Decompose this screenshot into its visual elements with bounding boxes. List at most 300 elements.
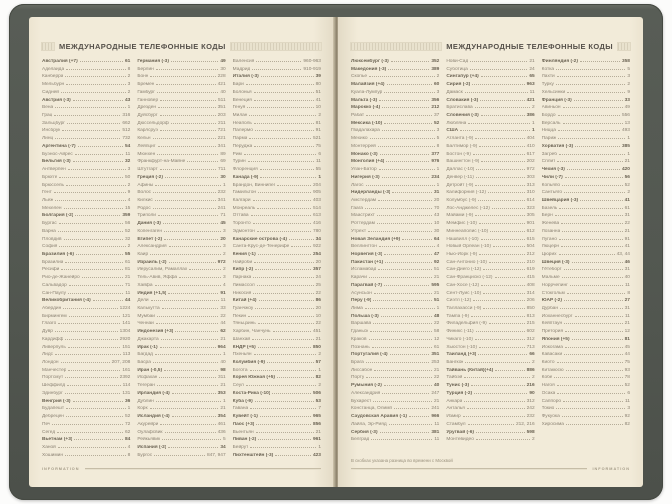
place-label: Финляндия (-2) (541, 59, 578, 64)
place-label: Марокко (-4) (351, 105, 381, 111)
code-row (42, 267, 130, 275)
dotted-leader (483, 269, 525, 270)
left-page-footer (42, 465, 321, 473)
code-row (42, 399, 130, 407)
phone-code: 813 (526, 313, 535, 319)
code-row (351, 298, 439, 306)
dotted-leader (162, 308, 219, 309)
code-row (42, 67, 130, 75)
dotted-leader (481, 285, 525, 286)
dotted-leader (465, 362, 530, 363)
place-label: Нашвилл (-10) (446, 236, 479, 242)
code-row (351, 291, 439, 299)
place-label: Нидерланды (-3) (351, 190, 391, 196)
phone-code: 11 (434, 421, 440, 427)
place-label: Александрия (351, 390, 381, 396)
phone-code: 21 (433, 367, 440, 373)
phone-code: 57 (315, 360, 321, 366)
place-label: Бангкок (446, 360, 464, 366)
dotted-leader (168, 293, 218, 294)
place-label: Швейцария (-3) (541, 197, 579, 203)
code-row (351, 198, 439, 206)
code-row (351, 159, 439, 167)
dotted-leader (384, 285, 429, 286)
place-label: Болгария (-2) (42, 213, 74, 219)
dotted-leader (379, 246, 435, 247)
dotted-leader (575, 316, 624, 317)
place-label: Гвадалахара (351, 128, 380, 134)
codes-column (542, 59, 630, 453)
dotted-leader (380, 432, 430, 433)
dotted-leader (58, 447, 126, 448)
phone-code: 4 (222, 282, 226, 288)
dotted-leader (65, 377, 117, 378)
code-row (446, 144, 534, 152)
phone-code: 71 (220, 213, 226, 219)
phone-code: 960-963 (303, 59, 321, 64)
dotted-leader (171, 61, 218, 62)
place-label: Бонн (137, 74, 149, 80)
dotted-leader (561, 223, 622, 224)
dotted-leader (171, 123, 216, 124)
dotted-leader (382, 130, 435, 131)
dotted-leader (366, 185, 435, 186)
phone-code: 3 (222, 228, 226, 234)
place-label: Осака (541, 390, 556, 396)
dotted-leader (157, 154, 218, 155)
dotted-leader (150, 408, 219, 409)
code-row (42, 306, 130, 314)
place-label: Рабат (351, 113, 365, 119)
code-row (351, 167, 439, 175)
code-row (137, 152, 225, 160)
dotted-leader (73, 161, 123, 162)
dotted-leader (475, 339, 525, 340)
place-label: Триполи (137, 213, 156, 219)
code-row (351, 252, 439, 260)
code-row (42, 59, 130, 67)
phone-code: 22 (624, 221, 630, 227)
place-label: Любляна (446, 120, 467, 126)
code-row (446, 175, 534, 183)
phone-code: 358 (621, 59, 630, 64)
code-row (446, 113, 534, 121)
dotted-leader (558, 138, 625, 139)
code-row (233, 345, 321, 353)
phone-code: 4 (436, 244, 440, 250)
phone-code: 2920 (119, 336, 131, 342)
dotted-leader (476, 177, 525, 178)
phone-code: 204 (312, 182, 321, 188)
phone-code: 451 (312, 329, 321, 335)
phone-code: 58 (433, 329, 440, 335)
dotted-leader (475, 107, 530, 108)
place-label: Суботица (446, 66, 468, 72)
code-row (137, 306, 225, 314)
code-row (233, 105, 321, 113)
phone-code: 354 (217, 414, 226, 420)
code-row (351, 329, 439, 337)
dotted-leader (160, 169, 216, 170)
place-label: Мехелен (42, 205, 62, 211)
code-row (446, 430, 534, 438)
code-row (542, 67, 630, 75)
code-row (351, 275, 439, 283)
phone-code: 595 (431, 282, 440, 288)
code-row (137, 190, 225, 198)
place-label: Дрезден (137, 105, 157, 111)
phone-code: 34 (315, 236, 321, 242)
phone-code: 11 (434, 437, 440, 443)
code-row (351, 136, 439, 144)
code-row (42, 105, 130, 113)
dotted-leader (153, 362, 218, 363)
place-label: Куала-Лумпур (351, 89, 383, 95)
phone-code: 415 (526, 275, 535, 281)
place-label: Льеж (42, 197, 54, 203)
dotted-leader (255, 401, 314, 402)
code-row (137, 391, 225, 399)
place-label: Филадельфия (-9) (446, 321, 487, 327)
code-row (542, 283, 630, 291)
dotted-leader (471, 316, 525, 317)
code-row (446, 67, 534, 75)
code-row (351, 337, 439, 345)
code-row (542, 314, 630, 322)
dotted-leader (66, 84, 125, 85)
dotted-leader (370, 331, 432, 332)
code-row (233, 445, 321, 453)
phone-code: 614 (526, 197, 535, 203)
place-label: Йокогама (541, 344, 563, 350)
dotted-leader (554, 377, 622, 378)
dotted-leader (570, 285, 623, 286)
place-label: Рио-де-Жанейро (42, 275, 80, 281)
phone-code: 78 (624, 375, 630, 381)
dotted-leader (391, 61, 430, 62)
phone-code: 1 (127, 406, 131, 412)
dotted-leader (252, 69, 301, 70)
place-label: Норвегия (-3) (351, 251, 383, 257)
dotted-leader (472, 84, 524, 85)
phone-code: 31 (624, 306, 630, 311)
phone-code: 780 (312, 228, 321, 234)
dotted-leader (465, 92, 528, 93)
code-row (351, 430, 439, 438)
dotted-leader (475, 215, 524, 216)
dotted-leader (156, 323, 218, 324)
phone-code: 75 (315, 143, 321, 149)
phone-code: 51 (433, 267, 440, 273)
place-label: Претория (541, 329, 564, 335)
place-label: Миннеаполис (-10) (446, 228, 489, 234)
codes-column (232, 59, 321, 458)
phone-code: 56 (624, 174, 630, 180)
right-page-header (350, 41, 631, 51)
code-row (42, 445, 130, 453)
dotted-leader (377, 223, 432, 224)
place-label: Исландия (-4) (137, 414, 170, 420)
code-row (542, 352, 630, 360)
dotted-leader (372, 347, 432, 348)
place-label: Хорватия (-3) (541, 143, 574, 149)
dotted-leader (153, 192, 216, 193)
dotted-leader (55, 107, 125, 108)
place-label: Хьюстон (-10) (446, 344, 477, 350)
phone-code: 22 (315, 290, 321, 296)
dotted-leader (476, 331, 525, 332)
phone-code: 352 (431, 59, 440, 64)
code-row (351, 437, 439, 445)
dotted-leader (68, 347, 120, 348)
phone-code: 51 (433, 298, 440, 304)
phone-code: 55 (315, 167, 321, 173)
code-row (137, 128, 225, 136)
dotted-leader (388, 69, 429, 70)
place-label: Акурейри (137, 421, 159, 427)
phone-code: 2 (531, 360, 535, 366)
place-label: Асунсьон (351, 290, 372, 296)
code-row (137, 167, 225, 175)
dotted-leader (479, 223, 525, 224)
place-label: Санта-Крус-де-Тенерифе (232, 244, 290, 250)
phone-code: 86 (315, 298, 321, 304)
phone-code: 341 (217, 143, 226, 149)
phone-code: 311 (218, 375, 226, 381)
code-row (42, 206, 130, 214)
phone-code: 61 (433, 344, 440, 350)
dotted-leader (254, 354, 317, 355)
dotted-leader (574, 100, 623, 101)
phone-code: 54 (124, 143, 131, 149)
dotted-leader (168, 447, 218, 448)
phone-code: 10 (315, 105, 321, 111)
place-label: Люксембург (-3) (351, 59, 389, 64)
dotted-leader (380, 154, 430, 155)
code-row (351, 237, 439, 245)
place-label: Сан-Диего (-12) (446, 267, 482, 273)
place-label: Парагвай (-7) (351, 282, 383, 288)
code-row (137, 430, 225, 438)
place-label: Веллингтон (351, 244, 377, 250)
place-label: Египет (-2) (137, 236, 163, 242)
dotted-leader (563, 107, 623, 108)
phone-code: 1224 (119, 306, 131, 311)
code-row (446, 291, 534, 299)
code-row (137, 136, 225, 144)
place-label: Перуджа (232, 143, 253, 149)
code-row (542, 337, 630, 345)
place-label: Хайфа (137, 282, 153, 288)
place-label: Брюгге (42, 174, 58, 180)
place-label: Сегед (42, 429, 56, 435)
place-label: Бордо (541, 113, 556, 119)
code-row (542, 221, 630, 229)
phone-code: 617 (526, 151, 535, 157)
phone-code: 905 (312, 190, 321, 196)
dotted-leader (564, 354, 623, 355)
phone-code: 976 (431, 159, 440, 165)
code-row (542, 198, 630, 206)
code-row (233, 159, 321, 167)
dotted-leader (161, 339, 219, 340)
phone-code: 504 (526, 244, 535, 250)
place-label: Каир (137, 251, 149, 257)
place-label: Авиньон (541, 105, 561, 111)
place-label: Хиросима (541, 421, 564, 427)
phone-code: 2 (627, 82, 630, 88)
code-row (542, 213, 630, 221)
dotted-leader (155, 185, 221, 186)
place-label: Чикаго (-10) (446, 336, 473, 342)
place-label: Лозанна (541, 228, 561, 234)
dotted-leader (565, 331, 623, 332)
phone-code: 3 (127, 82, 131, 88)
code-row (42, 437, 130, 445)
phone-code: 207, 208 (111, 360, 131, 366)
code-row (42, 152, 130, 160)
place-label: Лаос (+3) (232, 421, 255, 427)
dotted-leader (254, 100, 314, 101)
phone-code: 60 (433, 82, 440, 88)
dotted-leader (67, 123, 120, 124)
phone-code: 615 (526, 236, 535, 242)
dotted-leader (78, 146, 123, 147)
code-row (351, 399, 439, 407)
code-row (351, 121, 439, 129)
code-row (42, 283, 130, 291)
code-row (233, 275, 321, 283)
dotted-leader (160, 115, 216, 116)
footer-label: INFORMATION (42, 467, 80, 471)
dotted-leader (75, 154, 124, 155)
code-row (446, 237, 534, 245)
phone-code: 15 (124, 205, 131, 211)
code-row (446, 221, 534, 229)
phone-code: 121 (122, 313, 131, 319)
code-row (42, 121, 130, 129)
dotted-leader (254, 146, 313, 147)
dotted-leader (172, 393, 216, 394)
place-label: Басра (137, 360, 151, 366)
code-row (137, 206, 225, 214)
phone-code: 36 (124, 398, 131, 404)
dotted-leader (394, 408, 429, 409)
code-row (137, 113, 225, 121)
dotted-leader (153, 138, 216, 139)
dotted-leader (379, 100, 429, 101)
dotted-leader (251, 215, 311, 216)
code-row (446, 422, 534, 430)
code-row (446, 345, 534, 353)
dotted-leader (558, 130, 620, 131)
dotted-leader (61, 269, 123, 270)
phone-code: 61 (624, 205, 630, 211)
dotted-leader (373, 323, 432, 324)
dotted-leader (273, 331, 311, 332)
code-row (137, 175, 225, 183)
code-row (137, 198, 225, 206)
dotted-leader (559, 208, 622, 209)
phone-code: 721 (217, 128, 226, 134)
place-label: Ханой (42, 444, 56, 450)
code-row (233, 314, 321, 322)
place-label: Порту (351, 375, 365, 381)
dotted-leader (565, 347, 623, 348)
place-label: Монреаль (232, 205, 256, 211)
phone-code: 2 (222, 267, 226, 273)
phone-code: 61 (124, 259, 131, 265)
dotted-leader (175, 331, 218, 332)
place-label: Берлин (137, 66, 154, 72)
dotted-leader (169, 246, 221, 247)
code-row (233, 375, 321, 383)
phone-code: 206 (526, 298, 535, 304)
place-label: Сидней (42, 89, 59, 95)
code-row (446, 260, 534, 268)
place-label: Загреб (541, 151, 558, 157)
place-label: Вьентьян (232, 429, 254, 435)
dotted-leader (476, 439, 530, 440)
code-row (233, 252, 321, 260)
dotted-leader (559, 154, 625, 155)
phone-code: 850 (526, 306, 535, 311)
code-row (542, 59, 630, 67)
place-label: Берн (541, 213, 553, 219)
code-row (351, 422, 439, 430)
dotted-leader (260, 169, 314, 170)
place-label: Нью-Йорк (-9) (446, 251, 478, 257)
code-row (446, 167, 534, 175)
code-row (542, 252, 630, 260)
dotted-leader (68, 169, 126, 170)
phone-code: 514 (312, 205, 321, 211)
code-row (351, 229, 439, 237)
phone-code: 44 (220, 321, 226, 327)
place-label: Анталья (446, 406, 465, 412)
phone-code: 11 (529, 89, 535, 95)
code-row (42, 375, 130, 383)
dotted-leader (384, 92, 434, 93)
phone-code: 82 (624, 421, 630, 427)
code-row (233, 329, 321, 337)
dotted-leader (468, 123, 530, 124)
place-label: Корк (137, 406, 148, 412)
place-label: Абердин (42, 306, 62, 311)
dotted-leader (55, 331, 118, 332)
phone-code: 51 (315, 89, 321, 95)
code-row (542, 121, 630, 129)
phone-code: 303 (526, 174, 535, 180)
dotted-leader (52, 424, 123, 425)
code-row (42, 314, 130, 322)
code-row (137, 298, 225, 306)
dotted-leader (562, 185, 623, 186)
place-label: Монако (-3) (351, 151, 378, 157)
phone-code: 22 (315, 321, 321, 327)
code-row (542, 375, 630, 383)
place-label: Стамбул (446, 421, 466, 427)
code-row (446, 59, 534, 67)
dotted-leader (59, 246, 125, 247)
phone-code: 91 (624, 236, 630, 242)
phone-code: 93 (624, 367, 630, 373)
place-label: Гамильтон (232, 190, 257, 196)
place-label: Бургос (137, 452, 153, 458)
dotted-leader (160, 100, 216, 101)
place-label: Македония (-3) (351, 66, 387, 72)
code-row (233, 128, 321, 136)
